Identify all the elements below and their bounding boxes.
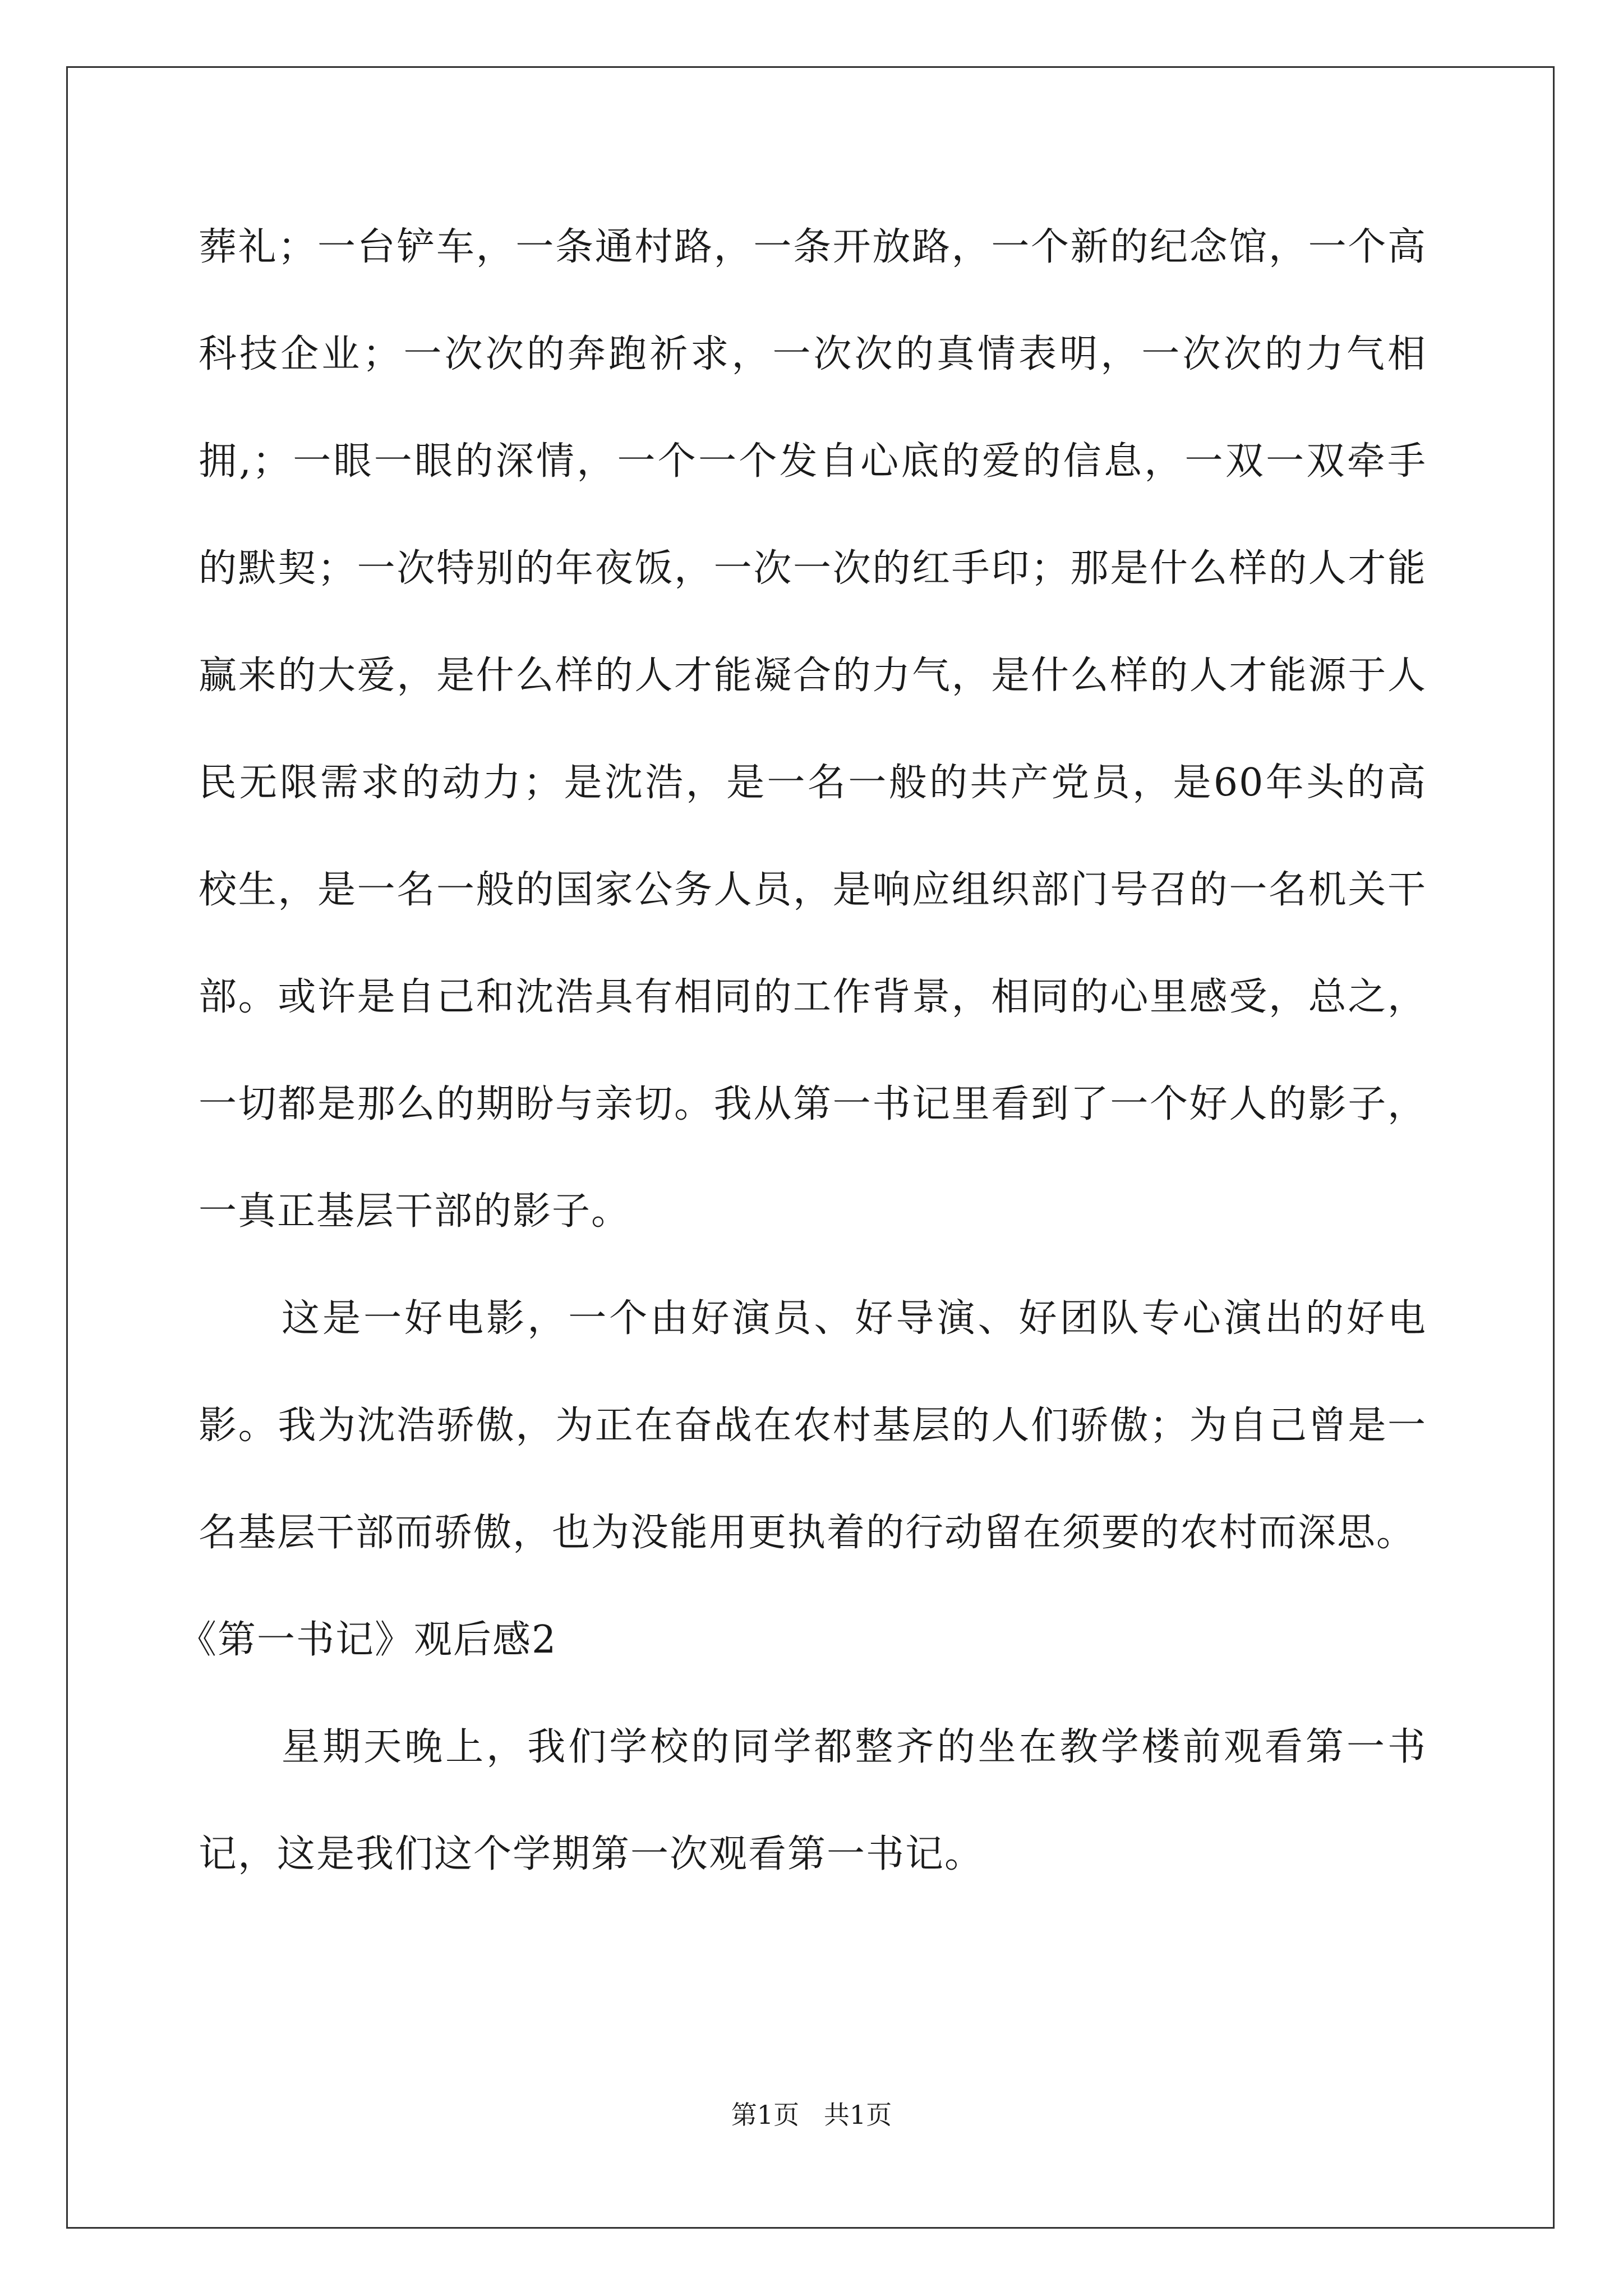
section-heading: 《第一书记》观后感2 [178, 1618, 557, 1662]
document-body [178, 194, 1427, 1908]
page-footer: 第1页 共1页 [731, 2100, 892, 2130]
paragraph-1: 葬礼；一台铲车，一条通村路，一条开放路，一个新的纪念馆，一个高科技企业；一次次的奔跑祈求，一次次的真情表明，一次次的力气相拥,；一眼一眼的深情，一个一个发自心底的爱的信息，一双一双牵手的默契；一次特别的年夜饭，一次一次的红手印；那是什么样的人才能赢来的大爱，是什么样的人才能凝合的力气，是什么样的人才能源于人民无限需求的动力；是沈浩，是一名一般的共产党员，是60年头的高校生，是一名一般的国家公务人员，是响应组织部门号召的一名机关干部。或许是自己和沈浩具有相同的工作背景，相同的心里感受，总之，一切都是那么的期盼与亲切。我从第一书记里看到了一个好人的影子，一真正基层干部的影子。 [199, 225, 1427, 1234]
paragraph-2: 这是一好电影，一个由好演员、好导演、好团队专心演出的好电影。我为沈浩骄傲，为正在奋战在农村基层的人们骄傲；为自己曾是一名基层干部而骄傲，也为没能用更执着的行动留在须要的农村而深思。 [199, 1296, 1427, 1555]
paragraph-3: 星期天晚上，我们学校的同学都整齐的坐在教学楼前观看第一书记，这是我们这个学期第一次观看第一书记。 [199, 1725, 1427, 1876]
